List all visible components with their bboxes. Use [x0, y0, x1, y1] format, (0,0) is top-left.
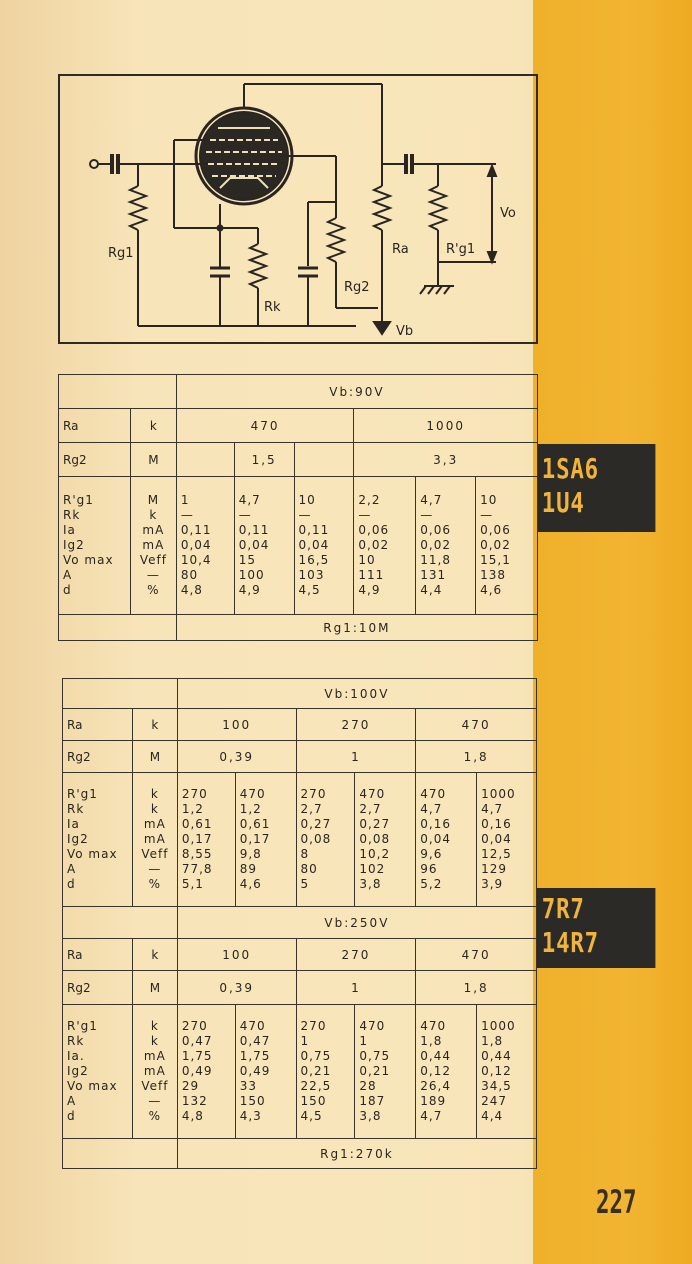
table-vb-90v: [58, 374, 538, 641]
circuit-schematic: [58, 74, 538, 344]
unit-ra: k: [132, 709, 177, 741]
value-column: 10 — 0,11 0,04 16,5 103 4,5: [294, 477, 354, 615]
value-column: 470 0,47 1,75 0,49 33 150 4,3: [235, 1005, 296, 1139]
ra-value: 100: [177, 939, 296, 971]
label-ra: Ra: [59, 409, 131, 443]
units: M k mA mA Veff — %: [130, 477, 176, 615]
value-column: 470 1,2 0,61 0,17 9,8 89 4,6: [235, 773, 296, 907]
ra-value: 270: [296, 709, 416, 741]
value-column: 1000 1,8 0,44 0,12 34,5 247 4,4: [477, 1005, 537, 1139]
index-tab-1sa6-1u4[interactable]: [537, 444, 655, 532]
header-vb: Vb:90V: [176, 375, 537, 409]
header-vb: Vb:100V: [177, 679, 536, 709]
schematic-drawing: [60, 76, 536, 342]
side-index-stripe: [533, 0, 692, 1264]
value-column: 270 1 0,75 0,21 22,5 150 4,5: [296, 1005, 355, 1139]
ra-value: 100: [177, 709, 296, 741]
value-column: 470 4,7 0,16 0,04 9,6 96 5,2: [416, 773, 477, 907]
rg2-value: 1: [296, 971, 416, 1005]
label-rg1: Rg1: [108, 246, 134, 261]
label-rk: Rk: [264, 300, 281, 315]
value-column: 2,2 — 0,06 0,02 10 111 4,9: [354, 477, 416, 615]
index-tab-7r7-14r7[interactable]: [537, 888, 655, 968]
footer-rg1: Rg1:10M: [176, 615, 537, 641]
ra-value: 470: [176, 409, 354, 443]
label-ra: Ra: [392, 242, 409, 257]
header-vb: Vb:250V: [177, 907, 536, 939]
tab-label-1u4: 1U4: [541, 486, 585, 519]
value-column: 270 0,47 1,75 0,49 29 132 4,8: [177, 1005, 235, 1139]
label-r-g1: R'g1: [446, 242, 476, 257]
unit-rg2: M: [130, 443, 176, 477]
unit-rg2: M: [132, 971, 177, 1005]
rg2-value: 1: [296, 741, 416, 773]
params-row: [63, 773, 537, 907]
rg2-value: 3,3: [354, 443, 538, 477]
rg2-value: 1,8: [416, 971, 537, 1005]
footer-rg1: Rg1:270k: [177, 1139, 536, 1169]
rg2-value: 1,5: [234, 443, 294, 477]
label-rg2: Rg2: [59, 443, 131, 477]
value-column: 4,7 — 0,06 0,02 11,8 131 4,4: [416, 477, 476, 615]
units: k k mA mA Veff — %: [132, 773, 177, 907]
label-ra: Ra: [63, 939, 133, 971]
value-column: 270 2,7 0,27 0,08 8 80 5: [296, 773, 355, 907]
rg2-value: 0,39: [177, 971, 296, 1005]
value-column: 470 1,8 0,44 0,12 26,4 189 4,7: [416, 1005, 477, 1139]
ra-value: 470: [416, 709, 537, 741]
unit-rg2: M: [132, 741, 177, 773]
ra-value: 470: [416, 939, 537, 971]
row-labels: R'g1 Rk Ia. Ig2 Vo max A d: [63, 1005, 133, 1139]
row-labels: R'g1 Rk Ia Ig2 Vo max A d: [63, 773, 133, 907]
input-terminal-icon: [90, 160, 98, 168]
label-vb: Vb: [396, 324, 414, 339]
label-rg2: Rg2: [344, 280, 370, 295]
label-vo: Vo: [500, 206, 516, 221]
tab-label-7r7: 7R7: [541, 892, 585, 925]
value-column: 1 — 0,11 0,04 10,4 80 4,8: [176, 477, 234, 615]
rg2-value: 0,39: [177, 741, 296, 773]
page-number: 227: [596, 1183, 637, 1221]
ra-value: 270: [296, 939, 416, 971]
units: k k mA mA Veff — %: [132, 1005, 177, 1139]
tab-label-14r7: 14R7: [541, 926, 599, 959]
value-column: 470 2,7 0,27 0,08 10,2 102 3,8: [355, 773, 416, 907]
unit-ra: k: [132, 939, 177, 971]
params-row: [63, 1005, 537, 1139]
ra-value: 1000: [354, 409, 538, 443]
params-row: [59, 477, 538, 615]
label-rg2: Rg2: [63, 741, 133, 773]
table-vb-100v-250v: [62, 678, 537, 1169]
tab-label-1sa6: 1SA6: [541, 452, 599, 485]
label-rg2: Rg2: [63, 971, 133, 1005]
unit-ra: k: [130, 409, 176, 443]
rg2-value: 1,8: [416, 741, 537, 773]
value-column: 10 — 0,06 0,02 15,1 138 4,6: [476, 477, 538, 615]
value-column: 270 1,2 0,61 0,17 8,55 77,8 5,1: [177, 773, 235, 907]
label-ra: Ra: [63, 709, 133, 741]
value-column: 1000 4,7 0,16 0,04 12,5 129 3,9: [477, 773, 537, 907]
value-column: 4,7 — 0,11 0,04 15 100 4,9: [234, 477, 294, 615]
row-labels: R'g1 Rk Ia Ig2 Vo max A d: [59, 477, 131, 615]
value-column: 470 1 0,75 0,21 28 187 3,8: [355, 1005, 416, 1139]
